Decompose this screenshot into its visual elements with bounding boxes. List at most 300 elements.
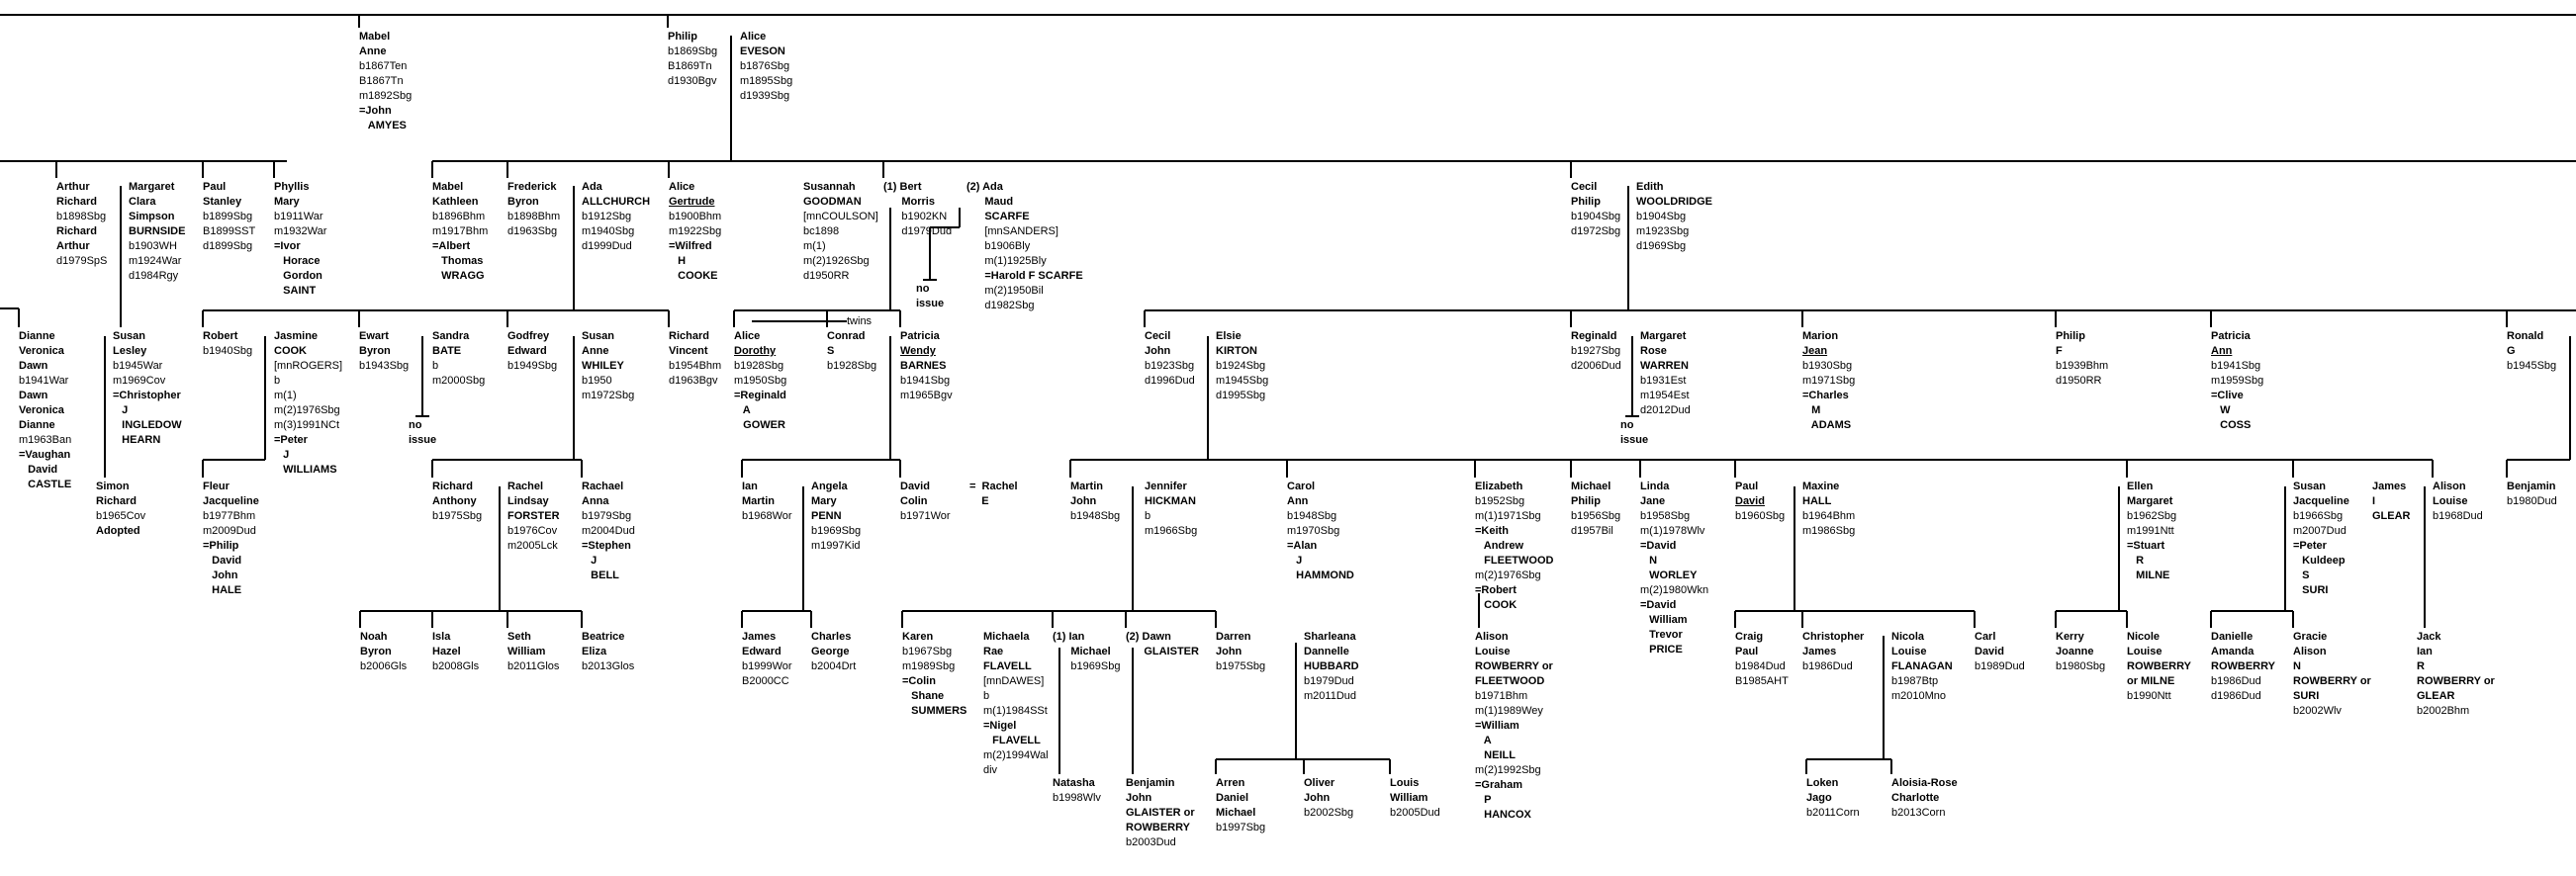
person-line: (2) Dawn — [1126, 631, 1171, 643]
person-line: Michaela — [983, 631, 1030, 643]
person-darren-john — [1216, 630, 1265, 674]
person-line: (1) Ian — [1053, 631, 1085, 643]
person-line: Joanne — [2056, 646, 2094, 657]
person-charles-george — [811, 630, 856, 674]
person-line: =Peter — [2293, 540, 2327, 552]
person-line: Rae — [983, 646, 1004, 657]
person-line: b — [1145, 510, 1151, 522]
person-line: b1962Sbg — [2127, 510, 2177, 522]
person-line: =Philip — [203, 540, 239, 552]
person-line: b1876Sbg — [740, 60, 790, 72]
no-issue-text: no — [916, 283, 930, 295]
person-line: B1899SST — [203, 225, 256, 237]
person-line: Richard — [56, 196, 97, 208]
person-line: WORLEY — [1640, 569, 1698, 581]
person-line: J — [582, 555, 598, 567]
person-line: m1986Sbg — [1802, 525, 1856, 537]
person-line: b1941Sbg — [2211, 360, 2261, 372]
person-line: I — [2372, 495, 2376, 507]
person-line: b1968Dud — [2433, 510, 2483, 522]
person-line: b1965Cov — [96, 510, 146, 522]
person-line: Gordon — [274, 270, 322, 282]
person-line: ADAMS — [1802, 419, 1852, 431]
person-line: Clara — [129, 196, 156, 208]
no-issue-note — [916, 282, 944, 311]
person-line: d1930Bgv — [668, 75, 717, 87]
person-line: S — [827, 345, 835, 357]
person-line: b2008Gls — [432, 660, 480, 672]
person-line: m1969Cov — [113, 375, 166, 387]
person-line: d1899Sbg — [203, 240, 253, 252]
person-line: b1923Sbg — [1145, 360, 1195, 372]
person-jasmine-cook — [274, 329, 342, 478]
person-carol-ann — [1287, 480, 1354, 583]
person-line: b1904Sbg — [1636, 211, 1687, 222]
person-line: Cecil — [1145, 330, 1171, 342]
person-line: Michael — [1216, 807, 1256, 819]
person-line: Jane — [1640, 495, 1666, 507]
person-line: Byron — [359, 345, 391, 357]
person-line: m1922Sbg — [669, 225, 722, 237]
person-line: R — [2127, 555, 2145, 567]
person-line: J — [274, 449, 290, 461]
person-line: GLAISTER — [1126, 646, 1199, 657]
person-line: W — [2211, 404, 2231, 416]
person-line: David — [19, 464, 58, 476]
person-line: Beatrice — [582, 631, 625, 643]
person-dawn-glaister — [1126, 630, 1199, 659]
person-line: =John — [359, 105, 392, 117]
person-margaret-rose — [1640, 329, 1691, 418]
person-line: Maxine — [1802, 481, 1840, 492]
person-line: Benjamin — [2507, 481, 2556, 492]
person-line: d1979Dud — [883, 225, 953, 237]
person-line: Alice — [740, 31, 767, 43]
person-michael-philip — [1571, 480, 1620, 539]
person-line: m(2)1950Bil — [966, 285, 1044, 297]
person-ellen-margaret — [2127, 480, 2176, 583]
person-line: Paul — [203, 181, 227, 193]
person-line: b1952Sbg — [1475, 495, 1525, 507]
person-line: Jack — [2417, 631, 2441, 643]
person-line: b2002Sbg — [1304, 807, 1354, 819]
person-conrad-s — [827, 329, 876, 374]
person-sandra-bate — [432, 329, 485, 389]
person-line: =Albert — [432, 240, 471, 252]
person-line: Dorothy — [734, 345, 777, 357]
person-line: =Peter — [274, 434, 308, 446]
person-patricia-wendy — [900, 329, 953, 403]
person-line: m1954Est — [1640, 390, 1690, 401]
person-line: Simon — [96, 481, 130, 492]
person-line: Mary — [274, 196, 300, 208]
person-richard-vincent — [669, 329, 721, 389]
person-line: Charles — [811, 631, 852, 643]
person-line: m1950Sbg — [734, 375, 787, 387]
person-line: Kathleen — [432, 196, 479, 208]
person-line: b1941Sbg — [900, 375, 951, 387]
person-line: Susan — [113, 330, 146, 342]
person-line: FLAVELL — [983, 660, 1032, 672]
person-line: b1898Sbg — [56, 211, 107, 222]
person-line: =Ivor — [274, 240, 301, 252]
person-line: Louise — [2433, 495, 2468, 507]
person-line: m1997Kid — [811, 540, 861, 552]
person-line: m1923Sbg — [1636, 225, 1690, 237]
person-phyllis-mary — [274, 180, 326, 299]
person-line: Adopted — [96, 525, 140, 537]
person-karen — [902, 630, 966, 719]
person-line: Eliza — [582, 646, 607, 657]
person-line: b1928Sbg — [827, 360, 877, 372]
person-bert-morris — [883, 180, 952, 239]
person-line: b1964Bhm — [1802, 510, 1856, 522]
person-line: b1900Bhm — [669, 211, 722, 222]
person-line: Veronica — [19, 404, 64, 416]
person-line: b2005Dud — [1390, 807, 1440, 819]
person-line: WRAGG — [432, 270, 485, 282]
person-line: b1948Sbg — [1070, 510, 1121, 522]
person-line: ROWBERRY — [1126, 822, 1190, 833]
person-line: d1950RR — [803, 270, 850, 282]
person-line: Linda — [1640, 481, 1670, 492]
person-line: d1939Sbg — [740, 90, 790, 102]
person-line: PRICE — [1640, 644, 1683, 656]
person-line: A — [1475, 735, 1492, 746]
person-line: m(1)1978Wlv — [1640, 525, 1705, 537]
person-line: BELL — [582, 569, 619, 581]
person-line: m(1)1984SSt — [983, 705, 1048, 717]
person-cecil-philip — [1571, 180, 1620, 239]
person-line: b1979Dud — [1304, 675, 1354, 687]
person-line: m1959Sbg — [2211, 375, 2264, 387]
person-line: b1911War — [274, 211, 323, 222]
person-line: d1979SpS — [56, 255, 108, 267]
person-line: m(2)1976Sbg — [274, 404, 340, 416]
person-line: Natasha — [1053, 777, 1095, 789]
person-mabel-kathleen — [432, 180, 488, 284]
person-line: Martin — [1070, 481, 1103, 492]
twins-label: twins — [847, 315, 873, 327]
person-line: Danielle — [2211, 631, 2254, 643]
person-line: b1927Sbg — [1571, 345, 1621, 357]
person-line: Ewart — [359, 330, 389, 342]
person-line: b1950 — [582, 375, 612, 387]
person-line: Hazel — [432, 646, 461, 657]
person-alice-gertrude — [669, 180, 721, 284]
person-rachael-anna — [582, 480, 635, 583]
person-line: Susan — [2293, 481, 2327, 492]
person-line: m2000Sbg — [432, 375, 486, 387]
person-line: Nicola — [1891, 631, 1925, 643]
person-line: b1899Sbg — [203, 211, 253, 222]
person-line: d2012Dud — [1640, 404, 1691, 416]
person-line: Kuldeep — [2293, 555, 2346, 567]
person-line: b1971Wor — [900, 510, 951, 522]
person-line: Anne — [582, 345, 609, 357]
person-ian-michael — [1053, 630, 1121, 674]
person-line: Reginald — [1571, 330, 1617, 342]
person-line: Paul — [1735, 646, 1759, 657]
person-line: b1928Sbg — [734, 360, 784, 372]
person-ada-maud — [966, 180, 1083, 313]
person-susan-anne — [582, 329, 634, 403]
person-line: =Christopher — [113, 390, 181, 401]
person-line: (1) Bert — [883, 181, 922, 193]
person-benjamin-john — [1126, 776, 1195, 850]
person-line: WOOLDRIDGE — [1636, 196, 1712, 208]
person-line: N — [1640, 555, 1658, 567]
person-line: Oliver — [1304, 777, 1335, 789]
person-line: William — [1640, 614, 1688, 626]
person-line: A — [734, 404, 751, 416]
person-line: Isla — [432, 631, 451, 643]
person-line: ROWBERRY — [2211, 660, 2275, 672]
person-line: John — [1070, 495, 1097, 507]
person-line: John — [1126, 792, 1152, 804]
person-line: EVESON — [740, 45, 785, 57]
person-line: Byron — [360, 646, 392, 657]
person-line: b1904Sbg — [1571, 211, 1621, 222]
person-line: Elsie — [1216, 330, 1242, 342]
person-line: b1939Bhm — [2056, 360, 2109, 372]
person-line: S — [2293, 569, 2310, 581]
person-line: FLAVELL — [983, 735, 1041, 746]
person-line: m1965Bgv — [900, 390, 953, 401]
person-line: Alison — [2293, 646, 2327, 657]
person-line: Mary — [811, 495, 837, 507]
person-line: Alison — [1475, 631, 1509, 643]
person-line: John — [1304, 792, 1331, 804]
person-line: d1963Sbg — [507, 225, 558, 237]
person-line: m2007Dud — [2293, 525, 2346, 537]
person-line: Rachael — [582, 481, 624, 492]
person-margaret-clara — [129, 180, 185, 284]
person-line: b2011Corn — [1806, 807, 1860, 819]
person-line: Nicole — [2127, 631, 2161, 643]
person-line: Susannah — [803, 181, 856, 193]
person-craig-paul — [1735, 630, 1789, 689]
no-issue-note — [1620, 418, 1648, 448]
person-line: b1986Dud — [2211, 675, 2261, 687]
person-christopher-james — [1802, 630, 1864, 674]
person-line: d1972Sbg — [1571, 225, 1621, 237]
person-line: HANCOX — [1475, 809, 1531, 821]
person-susan-lesley — [113, 329, 182, 448]
person-line: Benjamin — [1126, 777, 1175, 789]
person-line: m(2)1976Sbg — [1475, 569, 1541, 581]
person-line: William — [1390, 792, 1428, 804]
no-issue-text: issue — [916, 298, 945, 309]
person-line: J — [1287, 555, 1303, 567]
person-line: ROWBERRY — [2127, 660, 2191, 672]
person-line: David — [1975, 646, 2004, 657]
person-line: =Keith — [1475, 525, 1509, 537]
no-issue-text: no — [1620, 419, 1634, 431]
person-simon-richard — [96, 480, 145, 539]
person-line: Jasmine — [274, 330, 319, 342]
person-line: b1980Dud — [2507, 495, 2557, 507]
person-line: b1999Wor — [742, 660, 792, 672]
person-arthur-richard — [56, 180, 107, 269]
person-line: David — [900, 481, 930, 492]
person-paul-david — [1735, 480, 1785, 524]
person-line: b2013Glos — [582, 660, 635, 672]
person-line: Richard — [96, 495, 137, 507]
person-line: COOKE — [669, 270, 718, 282]
person-line: Alice — [734, 330, 761, 342]
person-line: d2006Dud — [1571, 360, 1621, 372]
person-line: Richard — [56, 225, 97, 237]
person-line: Phyllis — [274, 181, 310, 193]
person-line: David — [203, 555, 242, 567]
person-line: d1996Dud — [1145, 375, 1195, 387]
person-line: ALLCHURCH — [582, 196, 651, 208]
person-line: b1998Wlv — [1053, 792, 1101, 804]
person-line: m2004Dud — [582, 525, 635, 537]
person-line: R — [2417, 660, 2425, 672]
person-line: J — [113, 404, 129, 416]
person-susannah-goodman — [803, 180, 878, 284]
person-line: N — [2293, 660, 2301, 672]
person-line: Colin — [900, 495, 928, 507]
person-ada-allchurch — [582, 180, 650, 254]
person-line: John — [203, 569, 238, 581]
person-line: Louise — [1891, 646, 1927, 657]
person-line: [mnROGERS] — [274, 360, 343, 372]
person-line: Elizabeth — [1475, 481, 1523, 492]
person-line: GLAISTER or — [1126, 807, 1195, 819]
person-line: P — [1475, 794, 1492, 806]
person-line: b1987Btp — [1891, 675, 1939, 687]
person-line: COOK — [1475, 599, 1518, 611]
person-line: b1906Bly — [966, 240, 1031, 252]
person-line: Ada — [582, 181, 602, 193]
person-line: Martin — [742, 495, 775, 507]
person-line: b1902KN — [883, 211, 948, 222]
person-line: M — [1802, 404, 1821, 416]
person-line: ROWBERRY or — [1475, 660, 1553, 672]
person-line: div — [983, 764, 998, 776]
person-line: Aloisia-Rose — [1891, 777, 1958, 789]
person-line: m1940Sbg — [582, 225, 635, 237]
person-line: d1986Dud — [2211, 690, 2261, 702]
person-nicola-louise — [1891, 630, 1953, 704]
person-line: HUBBARD — [1304, 660, 1359, 672]
person-line: m1970Sbg — [1287, 525, 1340, 537]
person-line: b1940Sbg — [203, 345, 253, 357]
person-line: =Wilfred — [669, 240, 712, 252]
person-line: HALE — [203, 584, 242, 596]
person-line: m1892Sbg — [359, 90, 413, 102]
person-line: =Stuart — [2127, 540, 2165, 552]
person-line: Louis — [1390, 777, 1420, 789]
person-line: m2005Lck — [507, 540, 558, 552]
person-line: Philip — [668, 31, 697, 43]
person-line: Anna — [582, 495, 609, 507]
person-line: Amanda — [2211, 646, 2254, 657]
person-line: = Rachel — [969, 481, 1018, 492]
person-line: b2006Gls — [360, 660, 408, 672]
person-line: WHILEY — [582, 360, 624, 372]
person-line: =Nigel — [983, 720, 1017, 732]
person-line: Ann — [2211, 345, 2233, 357]
person-line: =Robert — [1475, 584, 1517, 596]
person-line: b1898Bhm — [507, 211, 561, 222]
person-line: b2011Glos — [507, 660, 560, 672]
person-line: d1995Sbg — [1216, 390, 1266, 401]
person-nicole-louise — [2127, 630, 2191, 704]
person-line: Dannelle — [1304, 646, 1349, 657]
person-line: m(2)1980Wkn — [1640, 584, 1709, 596]
person-line: BARNES — [900, 360, 947, 372]
person-line: B1985AHT — [1735, 675, 1789, 687]
person-line: BURNSIDE — [129, 225, 186, 237]
person-line: Philip — [1571, 495, 1601, 507]
person-alice-dorothy — [734, 329, 786, 433]
person-line: Margaret — [129, 181, 175, 193]
person-jack-ian — [2417, 630, 2495, 719]
person-line: bc1898 — [803, 225, 840, 237]
person-line: Edward — [507, 345, 547, 357]
person-line: Philip — [2056, 330, 2085, 342]
person-line: B1867Tn — [359, 75, 404, 87]
person-robert — [203, 329, 252, 359]
person-line: SURI — [2293, 690, 2320, 702]
person-line: Margaret — [1640, 330, 1687, 342]
person-line: [mnCOULSON] — [803, 211, 878, 222]
person-line: Veronica — [19, 345, 64, 357]
person-line: Shane — [902, 690, 945, 702]
person-line: Dianne — [19, 419, 55, 431]
person-line: b1869Sbg — [668, 45, 718, 57]
person-line: =Harold F SCARFE — [966, 270, 1083, 282]
person-line: Sharleana — [1304, 631, 1356, 643]
person-line: GLEAR — [2372, 510, 2411, 522]
person-line: b1967Sbg — [902, 646, 953, 657]
person-line: Anne — [359, 45, 387, 57]
person-line: Jennifer — [1145, 481, 1187, 492]
person-line: HAMMOND — [1287, 569, 1354, 581]
person-line: =Charles — [1802, 390, 1849, 401]
person-line: Alice — [669, 181, 695, 193]
person-line: b1971Bhm — [1475, 690, 1528, 702]
person-line: Cecil — [1571, 181, 1598, 193]
person-line: Seth — [507, 631, 531, 643]
person-david-colin — [900, 480, 951, 524]
person-line: =Graham — [1475, 779, 1522, 791]
person-line: b1975Sbg — [1216, 660, 1266, 672]
person-line: (2) Ada — [966, 181, 1003, 193]
person-line: d1963Bgv — [669, 375, 718, 387]
person-line: AMYES — [359, 120, 407, 131]
person-alice-eveson — [740, 30, 792, 104]
person-line: b2002Wlv — [2293, 705, 2342, 717]
person-beatrice-eliza — [582, 630, 634, 674]
person-ronald-g — [2507, 329, 2556, 374]
person-louis-william — [1390, 776, 1440, 821]
person-line: b1986Dud — [1802, 660, 1853, 672]
person-line: Ian — [742, 481, 758, 492]
person-philip-f — [2056, 329, 2108, 389]
person-line: b1976Cov — [507, 525, 558, 537]
person-line: Angela — [811, 481, 848, 492]
person-line: b1931Est — [1640, 375, 1687, 387]
person-line: HICKMAN — [1145, 495, 1196, 507]
person-line: m1932War — [274, 225, 327, 237]
person-line: Louise — [1475, 646, 1511, 657]
person-line: James — [1802, 646, 1837, 657]
